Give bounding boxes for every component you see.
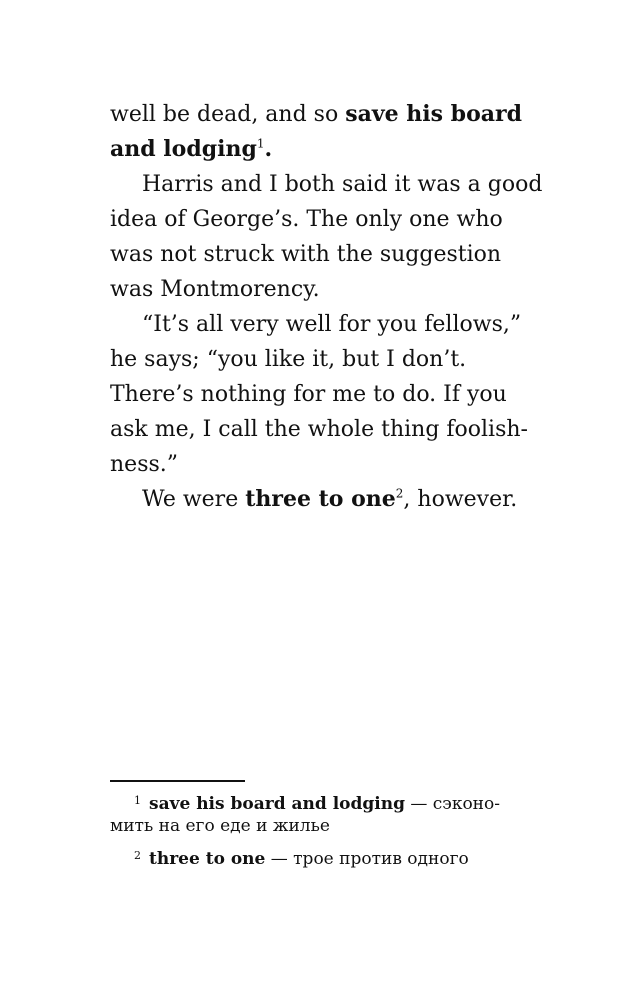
footnote-term: three to one [149,849,266,869]
footnote-term: save his board and lodging [149,794,405,814]
footnote-number: 2 [134,849,141,862]
text-line: he says; “you like it, but I don’t. [110,347,467,372]
text-line: was Montmorency. [110,277,320,302]
text-line: ask me, I call the whole thing foolish- [110,417,528,442]
paragraph-start: We were three to one$^2$, however. [142,486,518,512]
footnotes [110,790,550,870]
footnote-2: $^2$ three to one — трое против одного [134,849,469,869]
vocab-term: three to one [245,486,396,512]
main-text [110,97,550,517]
vocab-term: and lodging [110,136,257,162]
text-line: and lodging$^1$. [110,136,273,162]
footnote-translation: мить на его еде и жилье [110,816,330,836]
footnote-ref: 2 [395,486,404,501]
text-line: well be dead, and so save his board [110,101,522,127]
text-line: There’s nothing for me to do. If you [110,382,507,407]
text-line: was not struck with the suggestion [110,242,502,267]
text-line: ness.” [110,452,179,477]
footnote-1: $^1$ save his board and lodging — сэконо- мить на его еде и жилье [110,790,550,837]
paragraph-start: Harris and I both said it was a good [142,172,543,197]
footnote-divider [110,780,245,782]
footnote-ref: 1 [256,136,265,151]
footnote-number: 1 [134,794,141,807]
paragraph-start: “It’s all very well for you fellows,” [142,312,522,337]
footnote-translation: трое против одного [293,849,469,869]
footnote-translation: сэконо- [432,794,500,814]
vocab-term: save his board [345,101,522,127]
text-line: idea of George’s. The only one who [110,207,503,232]
